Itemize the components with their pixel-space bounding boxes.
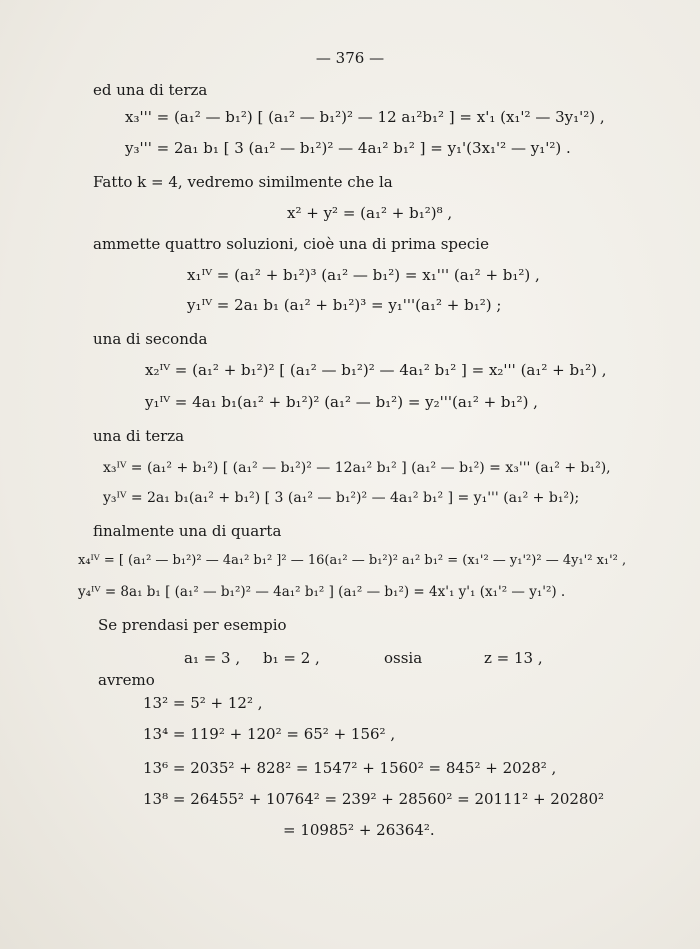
equation-line: x₃''' = (a₁² — b₁²) [ (a₁² — b₁²)² — 12 a₁²b₁² ] = x'₁ (x₁'² — 3y₁'²) , <box>125 108 605 126</box>
text-line: Se prendasi per esempio <box>98 616 287 634</box>
equation-line: x₁ᴵⱽ = (a₁² + b₁²)³ (a₁² — b₁²) = x₁''' (a₁² + b₁²) , <box>187 266 540 284</box>
equation-line: y₄ᴵⱽ = 8a₁ b₁ [ (a₁² — b₁²)² — 4a₁² b₁² ] (a₁² — b₁²) = 4x'₁ y'₁ (x₁'² — y₁'²) . <box>78 584 566 600</box>
equation-line: x₄ᴵⱽ = [ (a₁² — b₁²)² — 4a₁² b₁² ]² — 16(a₁² — b₁²)² a₁² b₁² = (x₁'² — y₁'²)² — 4y₁'² x₁'² , <box>78 553 627 568</box>
text-line: ed una di terza <box>93 81 208 99</box>
equation-line: y₁ᴵⱽ = 2a₁ b₁ (a₁² + b₁²)³ = y₁'''(a₁² + b₁²) ; <box>187 296 502 314</box>
equation-line: x₂ᴵⱽ = (a₁² + b₁²)² [ (a₁² — b₁²)² — 4a₁² b₁² ] = x₂''' (a₁² + b₁²) , <box>145 361 607 379</box>
equation-part: a₁ = 3 , <box>184 649 241 667</box>
equation-line: 13² = 5² + 12² , <box>143 694 263 712</box>
equation-line: x₃ᴵⱽ = (a₁² + b₁²) [ (a₁² — b₁²)² — 12a₁² b₁² ] (a₁² — b₁²) = x₃''' (a₁² + b₁²), <box>103 460 611 476</box>
text-part: ossia <box>384 649 423 667</box>
text-line: una di seconda <box>93 330 208 348</box>
equation-line: y₃ᴵⱽ = 2a₁ b₁(a₁² + b₁²) [ 3 (a₁² — b₁²)² — 4a₁² b₁² ] = y₁''' (a₁² + b₁²); <box>103 490 580 506</box>
equation-line: 13⁸ = 26455² + 10764² = 239² + 28560² = 20111² + 20280² <box>143 790 605 808</box>
text-line: Fatto k = 4, vedremo similmente che la <box>93 173 393 191</box>
text-line: avremo <box>98 671 155 689</box>
equation-part: b₁ = 2 , <box>263 649 320 667</box>
equation-part: z = 13 , <box>484 649 543 667</box>
equation-line: = 10985² + 26364². <box>283 821 435 839</box>
text-line: ammette quattro soluzioni, cioè una di prima specie <box>93 235 489 253</box>
page-number: — 376 — <box>315 49 385 67</box>
equation-line: y₁ᴵⱽ = 4a₁ b₁(a₁² + b₁²)² (a₁² — b₁²) = y₂'''(a₁² + b₁²) , <box>145 393 538 411</box>
equation-line: y₃''' = 2a₁ b₁ [ 3 (a₁² — b₁²)² — 4a₁² b₁² ] = y₁'(3x₁'² — y₁'²) . <box>125 139 571 157</box>
equation-line: 13⁴ = 119² + 120² = 65² + 156² , <box>143 725 396 743</box>
text-line: finalmente una di quarta <box>93 522 282 540</box>
equation-line: 13⁶ = 2035² + 828² = 1547² + 1560² = 845² + 2028² , <box>143 759 557 777</box>
equation-line: x² + y² = (a₁² + b₁²)⁸ , <box>287 204 453 222</box>
text-line: una di terza <box>93 427 185 445</box>
